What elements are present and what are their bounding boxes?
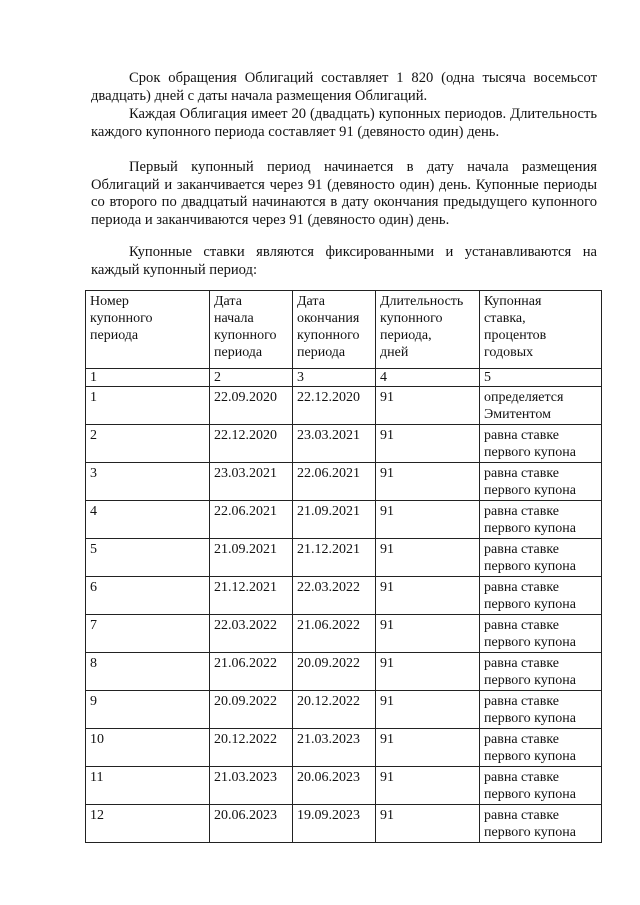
duration-cell: 91 — [376, 463, 480, 501]
coupon-rate-line: равна ставке — [484, 694, 560, 709]
column-header-line: окончания — [297, 311, 360, 326]
period-number-cell: 5 — [86, 539, 210, 577]
paragraph-circulation-term: Срок обращения Облигаций составляет 1 820 (одна тысяча восемьсот двадцать) дней с даты начала размещения Облигаций. — [91, 70, 597, 104]
column-header-4 — [376, 291, 480, 369]
coupon-rate-line: равна ставке — [484, 618, 560, 633]
end-date-cell: 19.09.2023 — [293, 805, 376, 843]
coupon-rate-line: первого купона — [484, 711, 576, 726]
end-date-cell: 21.03.2023 — [293, 729, 376, 767]
table-row — [86, 501, 602, 539]
coupon-rate-cell — [480, 539, 602, 577]
coupon-rate-line: первого купона — [484, 559, 576, 574]
column-header-line: Номер — [90, 294, 129, 309]
coupon-rate-line: первого купона — [484, 635, 576, 650]
column-header-line: купонного — [90, 311, 153, 326]
duration-cell: 91 — [376, 767, 480, 805]
duration-cell: 91 — [376, 387, 480, 425]
column-number-cell: 4 — [376, 369, 480, 387]
coupon-rate-line: первого купона — [484, 483, 576, 498]
period-number-cell: 4 — [86, 501, 210, 539]
coupon-rate-cell — [480, 729, 602, 767]
table-row — [86, 577, 602, 615]
table-row — [86, 691, 602, 729]
table-row — [86, 387, 602, 425]
coupon-rate-line: первого купона — [484, 787, 576, 802]
period-number-cell: 7 — [86, 615, 210, 653]
coupon-rate-line: первого купона — [484, 521, 576, 536]
end-date-cell: 23.03.2021 — [293, 425, 376, 463]
column-header-line: начала — [214, 311, 254, 326]
period-number-cell: 12 — [86, 805, 210, 843]
column-header-line: Купонная — [484, 294, 542, 309]
end-date-cell: 20.06.2023 — [293, 767, 376, 805]
period-number-cell: 3 — [86, 463, 210, 501]
coupon-rate-line: равна ставке — [484, 656, 560, 671]
column-header-line: периода — [90, 328, 139, 343]
table-row — [86, 463, 602, 501]
period-number-cell: 9 — [86, 691, 210, 729]
start-date-cell: 22.06.2021 — [210, 501, 293, 539]
column-header-line: купонного — [297, 328, 360, 343]
column-header-line: процентов — [484, 328, 547, 343]
start-date-cell: 21.03.2023 — [210, 767, 293, 805]
duration-cell: 91 — [376, 615, 480, 653]
column-header-1 — [86, 291, 210, 369]
coupon-rate-line: равна ставке — [484, 504, 560, 519]
paragraph-period-schedule: Первый купонный период начинается в дату начала размещения Облигаций и заканчивается через 91 (девяносто один) день. Купонные периоды со второго по двадцатый начинаются в дату окончания предыдущего купонного периода и заканчиваются через 91 (девяносто один) день. — [91, 159, 597, 228]
coupon-rate-line: первого купона — [484, 825, 576, 840]
table-header-row — [86, 291, 602, 369]
start-date-cell: 21.12.2021 — [210, 577, 293, 615]
coupon-rate-cell — [480, 805, 602, 843]
table-row — [86, 615, 602, 653]
table-row — [86, 729, 602, 767]
end-date-cell: 22.06.2021 — [293, 463, 376, 501]
end-date-cell: 22.03.2022 — [293, 577, 376, 615]
coupon-rate-cell — [480, 577, 602, 615]
coupon-rate-cell — [480, 463, 602, 501]
column-header-line: Длительность — [380, 294, 464, 309]
period-number-cell: 11 — [86, 767, 210, 805]
end-date-cell: 22.12.2020 — [293, 387, 376, 425]
coupon-rate-cell — [480, 425, 602, 463]
coupon-rate-cell — [480, 615, 602, 653]
period-number-cell: 6 — [86, 577, 210, 615]
end-date-cell: 21.06.2022 — [293, 615, 376, 653]
column-header-line: дней — [380, 345, 409, 360]
table-row — [86, 425, 602, 463]
coupon-rate-line: равна ставке — [484, 466, 560, 481]
duration-cell: 91 — [376, 501, 480, 539]
coupon-rate-line: равна ставке — [484, 580, 560, 595]
coupon-rate-cell — [480, 501, 602, 539]
column-number-cell: 2 — [210, 369, 293, 387]
coupon-rate-line: первого купона — [484, 673, 576, 688]
coupon-rate-line: равна ставке — [484, 428, 560, 443]
coupon-rate-line: первого купона — [484, 445, 576, 460]
duration-cell: 91 — [376, 425, 480, 463]
column-number-cell: 1 — [86, 369, 210, 387]
end-date-cell: 20.12.2022 — [293, 691, 376, 729]
start-date-cell: 20.06.2023 — [210, 805, 293, 843]
column-number-cell: 3 — [293, 369, 376, 387]
table-row — [86, 653, 602, 691]
start-date-cell: 22.09.2020 — [210, 387, 293, 425]
end-date-cell: 20.09.2022 — [293, 653, 376, 691]
duration-cell: 91 — [376, 729, 480, 767]
column-header-line: периода — [214, 345, 263, 360]
coupon-rate-line: равна ставке — [484, 770, 560, 785]
start-date-cell: 21.09.2021 — [210, 539, 293, 577]
coupon-rate-cell — [480, 691, 602, 729]
table-row — [86, 539, 602, 577]
column-header-line: периода, — [380, 328, 432, 343]
duration-cell: 91 — [376, 539, 480, 577]
column-number-cell: 5 — [480, 369, 602, 387]
coupon-rate-line: Эмитентом — [484, 407, 551, 422]
column-number-row — [86, 369, 602, 387]
period-number-cell: 10 — [86, 729, 210, 767]
column-header-line: годовых — [484, 345, 534, 360]
column-header-line: Дата — [214, 294, 242, 309]
start-date-cell: 23.03.2021 — [210, 463, 293, 501]
paragraph-coupon-periods: Каждая Облигация имеет 20 (двадцать) купонных периодов. Длительность каждого купонного периода составляет 91 (девяносто один) день. — [91, 106, 597, 140]
coupon-rate-line: первого купона — [484, 597, 576, 612]
table-row — [86, 767, 602, 805]
duration-cell: 91 — [376, 691, 480, 729]
column-header-line: купонного — [380, 311, 443, 326]
coupon-schedule-table — [85, 290, 602, 843]
start-date-cell: 22.12.2020 — [210, 425, 293, 463]
column-header-2 — [210, 291, 293, 369]
column-header-line: ставка, — [484, 311, 526, 326]
start-date-cell: 21.06.2022 — [210, 653, 293, 691]
coupon-rate-cell — [480, 387, 602, 425]
end-date-cell: 21.09.2021 — [293, 501, 376, 539]
table-row — [86, 805, 602, 843]
period-number-cell: 1 — [86, 387, 210, 425]
column-header-3 — [293, 291, 376, 369]
paragraph-coupon-rates: Купонные ставки являются фиксированными и устанавливаются на каждый купонный период: — [91, 244, 597, 278]
column-header-line: периода — [297, 345, 346, 360]
duration-cell: 91 — [376, 805, 480, 843]
coupon-rate-cell — [480, 767, 602, 805]
duration-cell: 91 — [376, 577, 480, 615]
period-number-cell: 8 — [86, 653, 210, 691]
start-date-cell: 20.09.2022 — [210, 691, 293, 729]
coupon-rate-line: первого купона — [484, 749, 576, 764]
coupon-rate-line: равна ставке — [484, 732, 560, 747]
coupon-rate-cell — [480, 653, 602, 691]
start-date-cell: 20.12.2022 — [210, 729, 293, 767]
column-header-line: Дата — [297, 294, 325, 309]
column-header-5 — [480, 291, 602, 369]
coupon-rate-line: определяется — [484, 390, 564, 405]
coupon-rate-line: равна ставке — [484, 542, 560, 557]
period-number-cell: 2 — [86, 425, 210, 463]
end-date-cell: 21.12.2021 — [293, 539, 376, 577]
duration-cell: 91 — [376, 653, 480, 691]
coupon-rate-line: равна ставке — [484, 808, 560, 823]
start-date-cell: 22.03.2022 — [210, 615, 293, 653]
column-header-line: купонного — [214, 328, 277, 343]
